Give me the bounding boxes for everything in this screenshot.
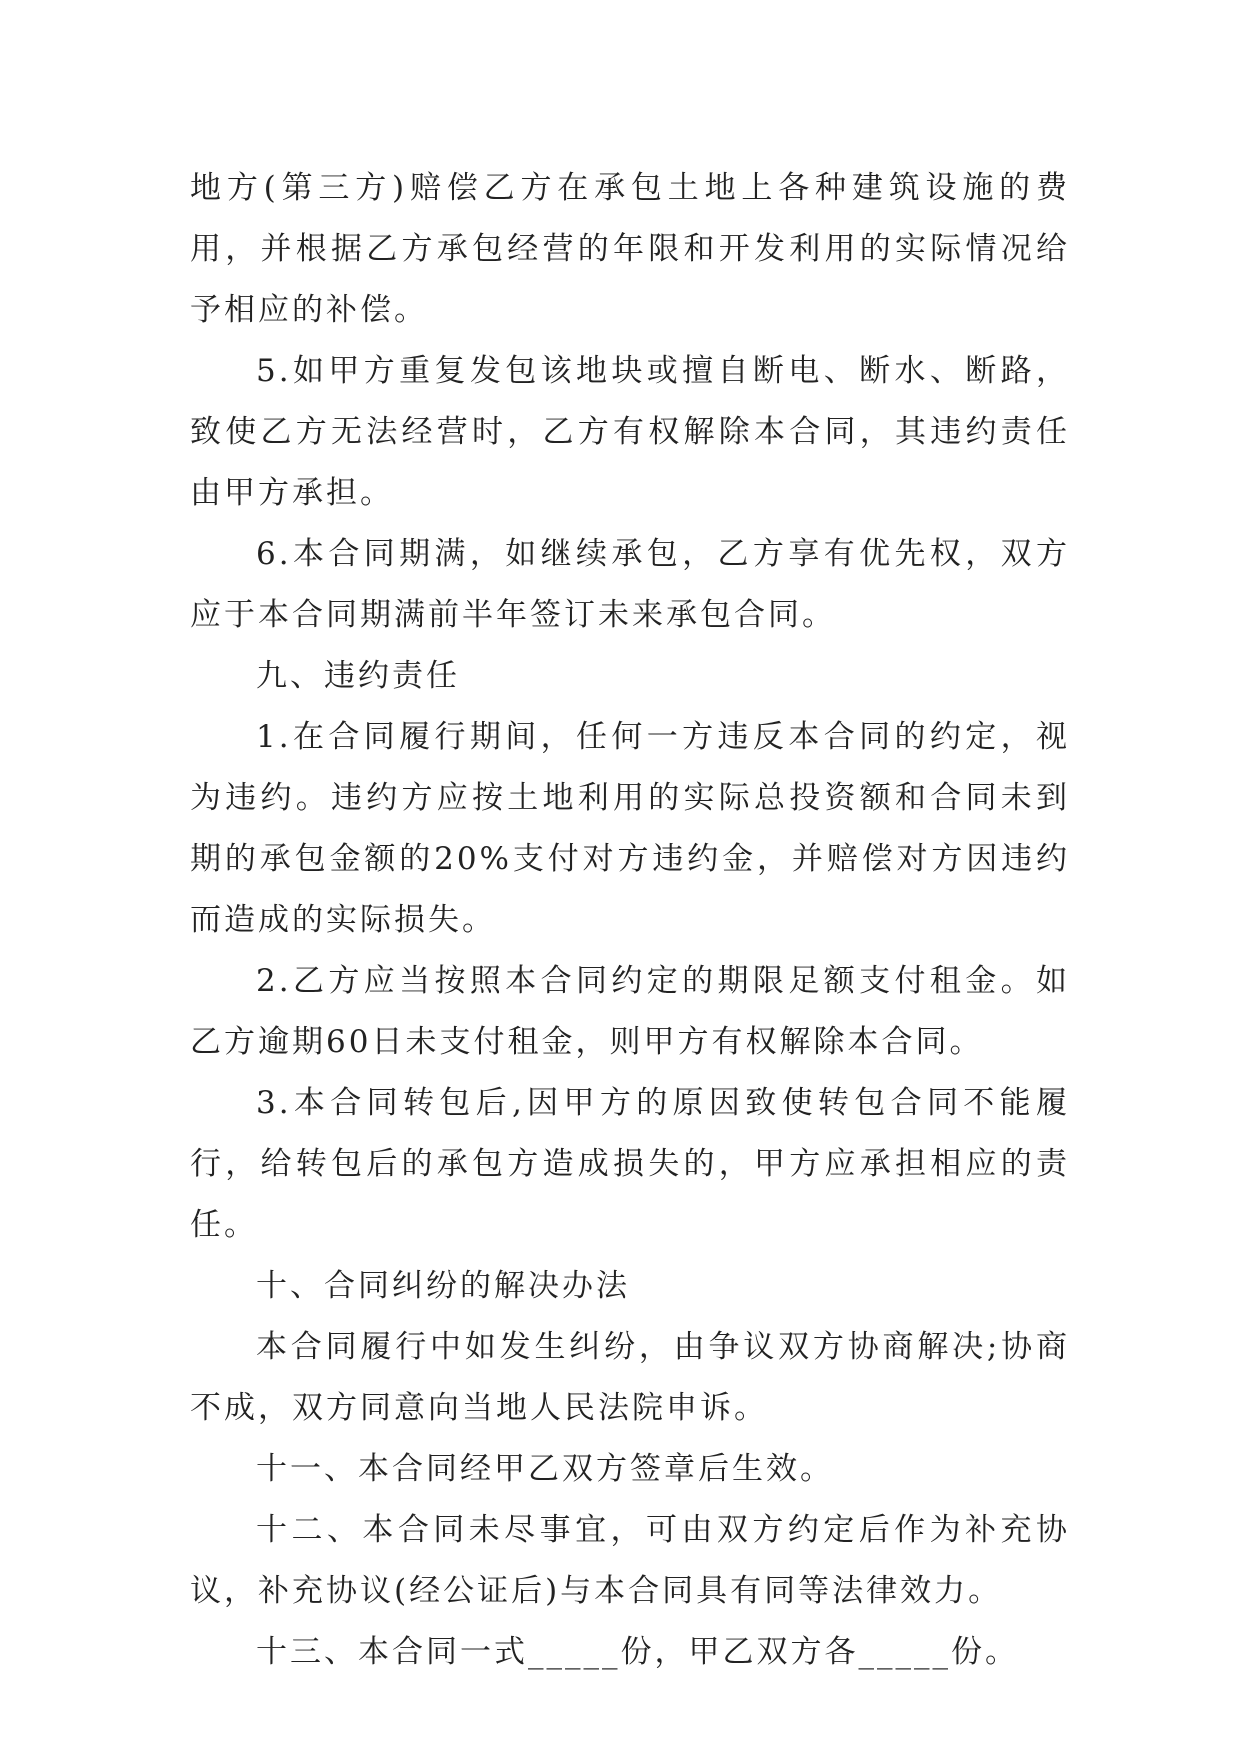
paragraph-clause-5: 5.如甲方重复发包该地块或擅自断电、断水、断路，致使乙方无法经营时，乙方有权解除本合同，其违约责任由甲方承担。 (190, 353, 1070, 511)
section-heading-dispute-resolution: 十、合同纠纷的解决办法 (256, 1268, 630, 1304)
section-twelve-supplement: 十二、本合同未尽事宜，可由双方约定后作为补充协议，补充协议(经公证后)与本合同具有同等法律效力。 (190, 1512, 1070, 1609)
section-heading-breach-liability: 九、违约责任 (256, 658, 460, 694)
paragraph-dispute-resolution: 本合同履行中如发生纠纷，由争议双方协商解决;协商不成，双方同意向当地人民法院申诉。 (190, 1329, 1070, 1426)
paragraph-breach-3: 3.本合同转包后,因甲方的原因致使转包合同不能履行，给转包后的承包方造成损失的，甲方应承担相应的责任。 (190, 1085, 1070, 1243)
paragraph-breach-1: 1.在合同履行期间，任何一方违反本合同的约定，视为违约。违约方应按土地利用的实际总投资额和合同未到期的承包金额的20%支付对方违约金，并赔偿对方因违约而造成的实际损失。 (190, 719, 1070, 938)
section-eleven-effective: 十一、本合同经甲乙双方签章后生效。 (256, 1451, 834, 1487)
paragraph-clause-6: 6.本合同期满，如继续承包，乙方享有优先权，双方应于本合同期满前半年签订未来承包合同。 (190, 536, 1070, 633)
paragraph-compensation-continued: 地方(第三方)赔偿乙方在承包土地上各种建筑设施的费用，并根据乙方承包经营的年限和开发利用的实际情况给予相应的补偿。 (190, 170, 1070, 328)
section-thirteen-copies: 十三、本合同一式_____份，甲乙双方各_____份。 (256, 1634, 1019, 1670)
contract-text (190, 158, 1070, 1683)
paragraph-breach-2: 2.乙方应当按照本合同约定的期限足额支付租金。如乙方逾期60日未支付租金，则甲方有权解除本合同。 (190, 963, 1070, 1060)
